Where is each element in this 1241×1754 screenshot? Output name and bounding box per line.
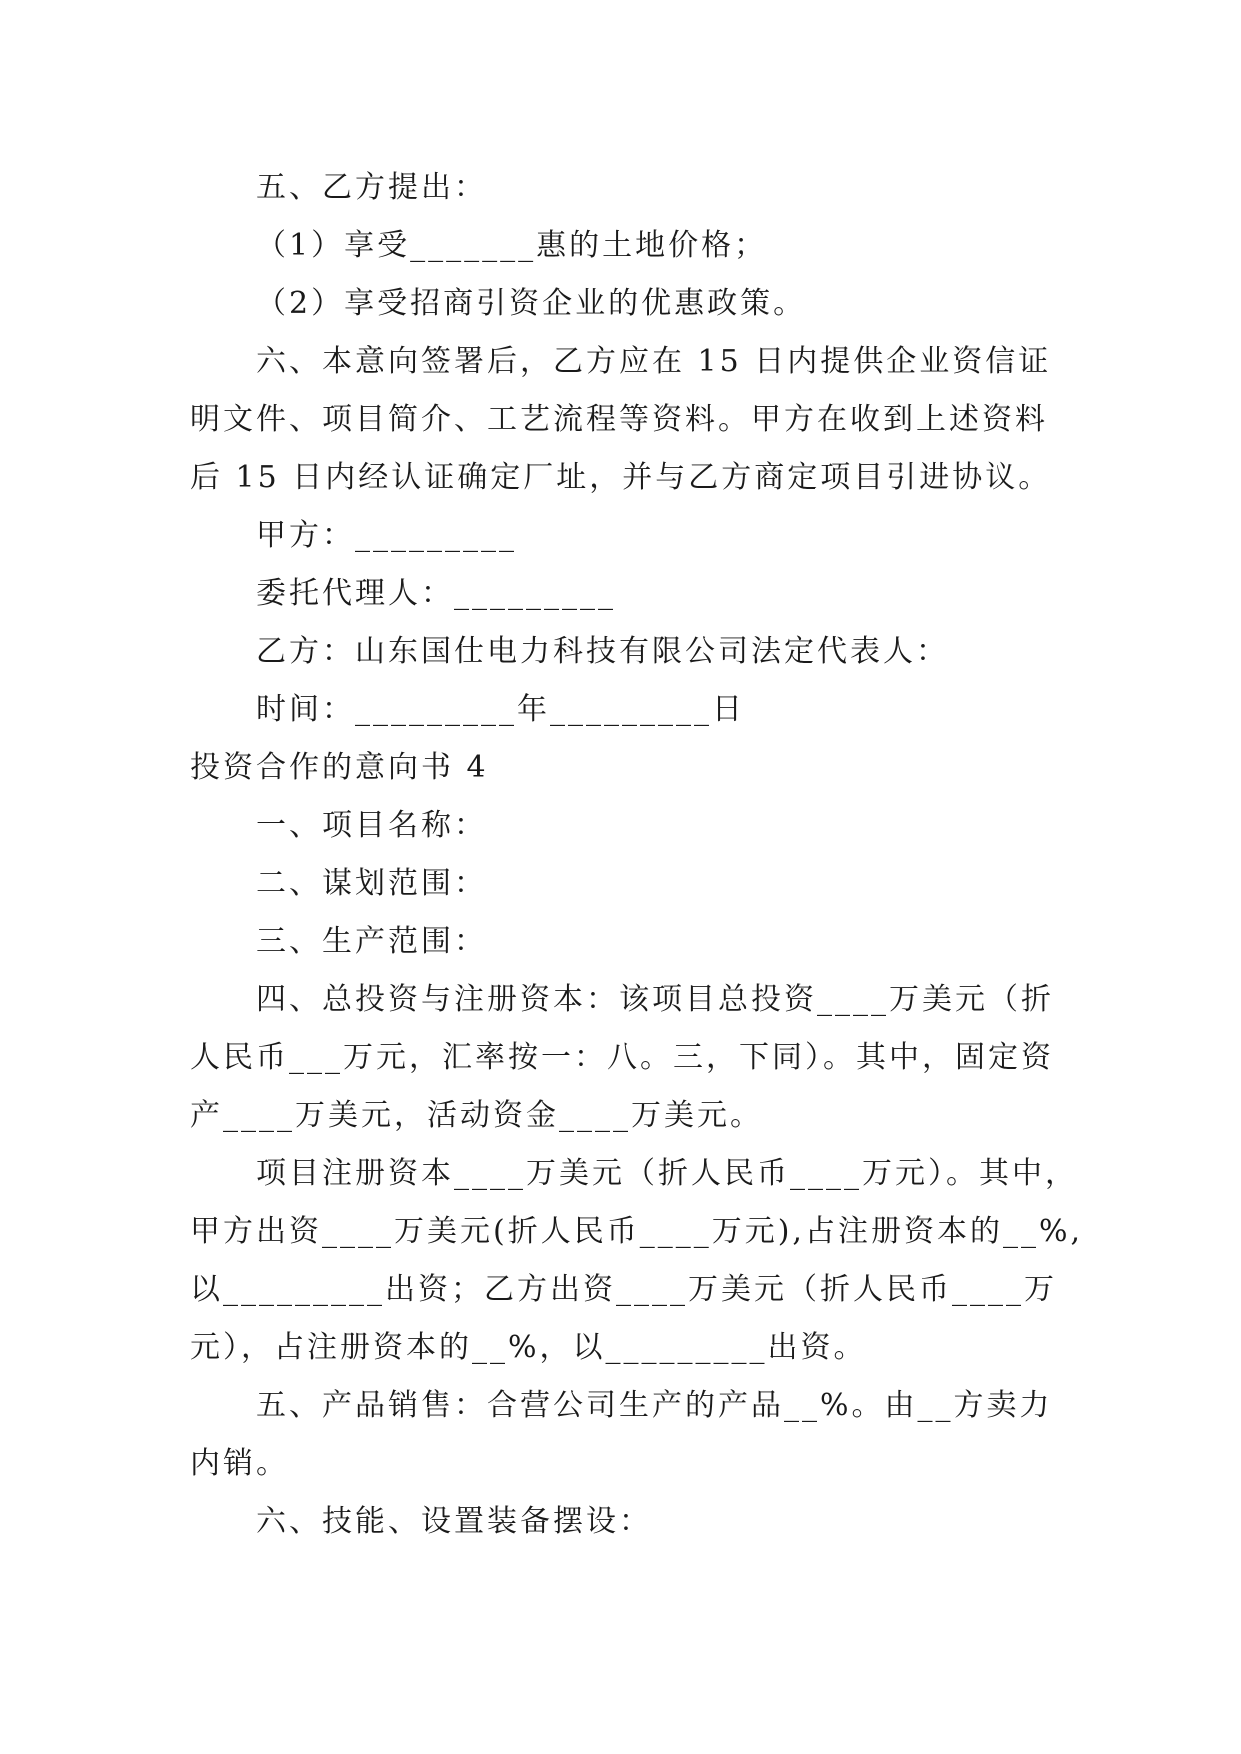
- list-item: （2）享受招商引资企业的优惠政策。: [256, 286, 807, 321]
- paragraph-line: 五、产品销售：合营公司生产的产品__%。由__方卖力: [256, 1388, 1053, 1423]
- section-heading: 一、项目名称：: [256, 808, 487, 843]
- paragraph-line: 甲方出资____万美元(折人民币____万元),占注册资本的__%,: [190, 1214, 1083, 1249]
- paragraph-line: 四、总投资与注册资本：该项目总投资____万美元（折: [256, 982, 1054, 1017]
- paragraph-line: 产____万美元，活动资金____万美元。: [190, 1098, 763, 1133]
- paragraph-line: 明文件、项目简介、工艺流程等资料。甲方在收到上述资料: [190, 402, 1048, 437]
- paragraph-line: 六、本意向签署后，乙方应在 15 日内提供企业资信证: [256, 344, 1052, 379]
- signature-field-party-b: 乙方：山东国仕电力科技有限公司法定代表人：: [256, 634, 949, 669]
- list-item: （1）享受_______惠的土地价格；: [256, 228, 768, 263]
- paragraph-line: 元），占注册资本的__%，以_________出资。: [190, 1330, 867, 1365]
- paragraph-line: 项目注册资本____万美元（折人民币____万元）。其中，: [256, 1156, 1078, 1191]
- section-heading: 三、生产范围：: [256, 924, 487, 959]
- document-title: 投资合作的意向书 4: [190, 750, 489, 785]
- signature-field-party-a: 甲方：_________: [256, 518, 517, 553]
- paragraph-line: 以_________出资；乙方出资____万美元（折人民币____万: [190, 1272, 1057, 1307]
- section-heading: 二、谋划范围：: [256, 866, 487, 901]
- date-field: 时间：_________年_________日: [256, 692, 745, 727]
- paragraph-line: 内销。: [190, 1446, 289, 1481]
- paragraph-line: 后 15 日内经认证确定厂址，并与乙方商定项目引进协议。: [190, 460, 1052, 495]
- section-heading: 五、乙方提出：: [256, 170, 487, 205]
- signature-field-agent: 委托代理人：_________: [256, 576, 616, 611]
- paragraph-line: 人民币___万元，汇率按一：八。三，下同）。其中，固定资: [190, 1040, 1054, 1075]
- section-heading: 六、技能、设置装备摆设：: [256, 1504, 652, 1539]
